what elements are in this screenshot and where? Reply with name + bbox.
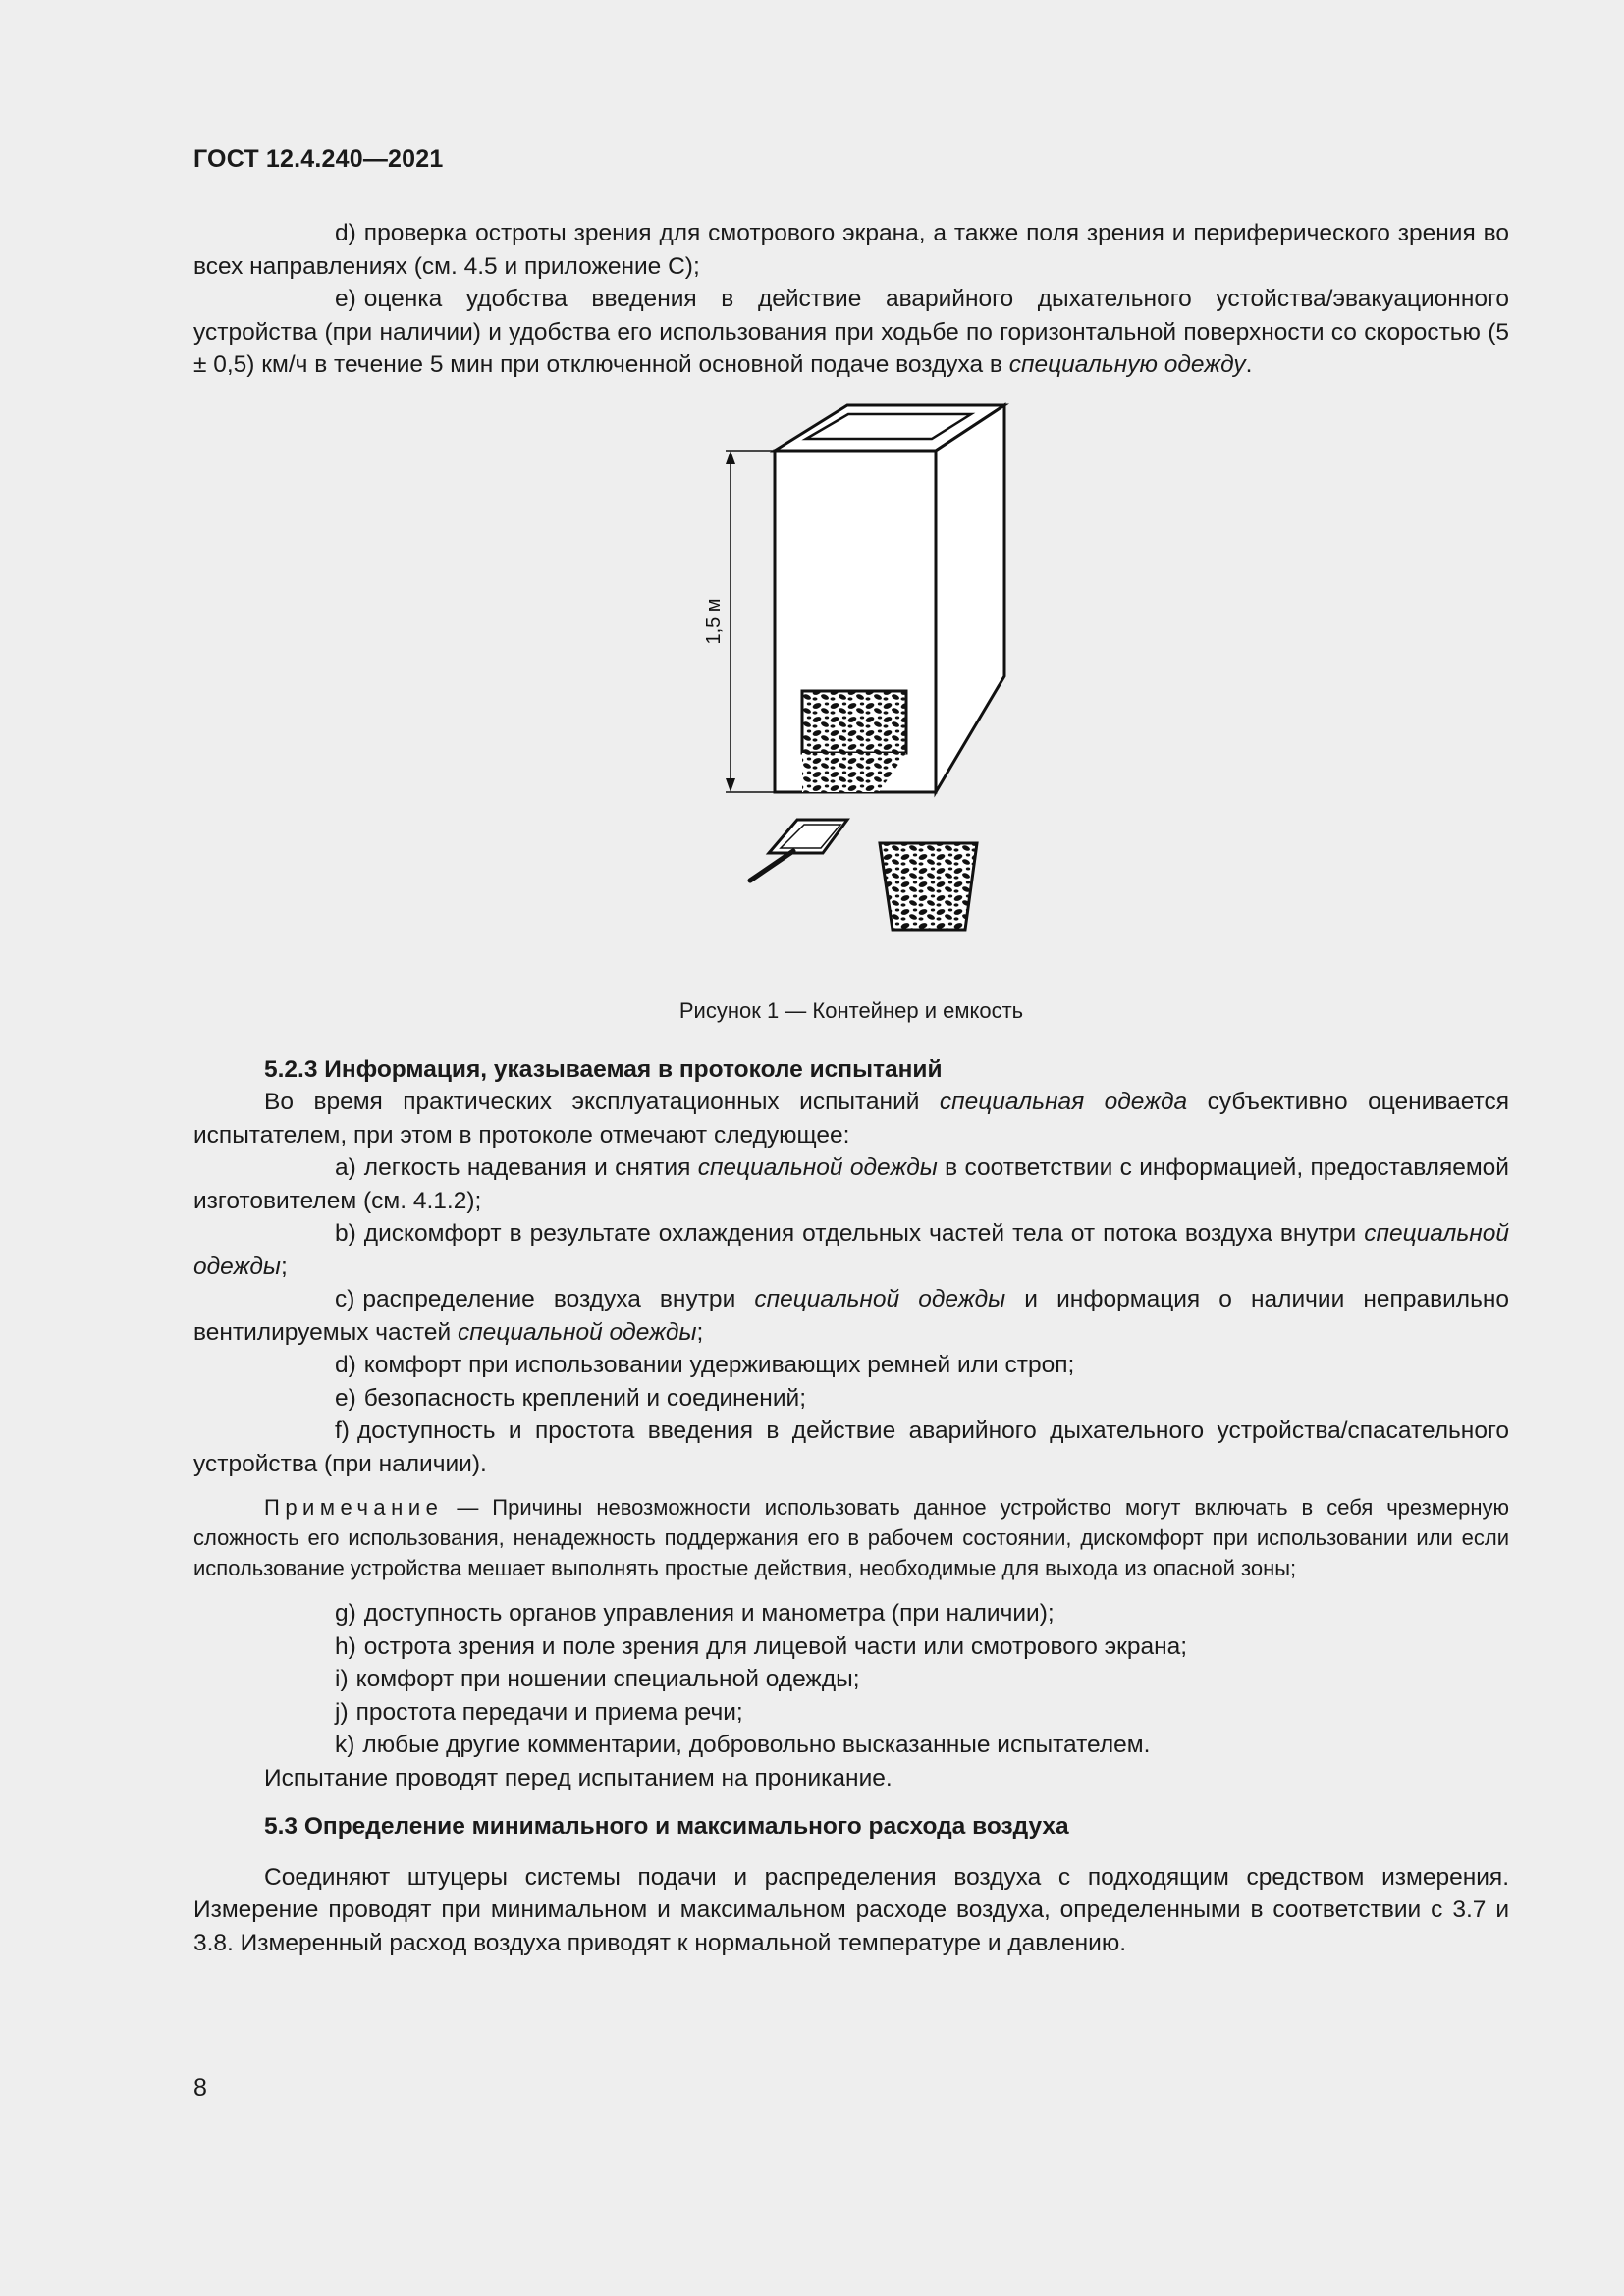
document-header: ГОСТ 12.4.240—2021 (193, 145, 444, 173)
item-label: d) (335, 1352, 356, 1378)
item-label: h) (335, 1632, 356, 1660)
page-number: 8 (193, 2074, 207, 2102)
item-label: d) (335, 220, 356, 246)
section-heading-5-3: 5.3 Определение минимального и максимального расхода воздуха (264, 1813, 1069, 1840)
section-heading-5-2-3: 5.2.3 Информация, указываемая в протоколе испытаний (264, 1055, 943, 1083)
item-label: а) (335, 1154, 356, 1181)
item-text: доступность органов управления и манометра (при наличии); (363, 1600, 1055, 1627)
list-item-g (193, 1597, 1509, 1630)
item-text: легкость надевания и снятия (363, 1154, 698, 1181)
list-item-k (193, 1729, 1509, 1762)
container-side (936, 405, 1004, 792)
item-text: проверка остроты зрения для смотрового экрана, а также поля зрения и периферического зрения во всех направлениях (см. 4.5 и приложение С); (193, 220, 1509, 280)
list-item-e (193, 1382, 1509, 1415)
list-item-f (193, 1415, 1509, 1480)
item-label: j) (335, 1698, 349, 1726)
arrowhead-top-icon (726, 451, 735, 464)
list-item-e-top (193, 283, 1509, 382)
page-content (193, 145, 1509, 1959)
item-label: е) (335, 1384, 356, 1412)
item-text: безопасность креплений и соединений; (363, 1384, 807, 1412)
item-term: специальной одежды (754, 1286, 1006, 1312)
note (193, 1492, 1509, 1583)
section-intro (193, 1086, 1509, 1151)
list-item-c (193, 1283, 1509, 1349)
scoop-handle (750, 851, 793, 881)
container-drawing (193, 400, 1509, 998)
item-text: любые другие комментарии, добровольно высказанные испытателем. (362, 1732, 1151, 1758)
item-text: оценка удобства введения в действие аварийного дыхательного устойства/эвакуационного устройства (при наличии) и удобства его использования при ходьбе по горизонтальной поверхности со скоростью (5 ± 0,5) км/ч в течение 5 мин при отключенной основной подаче воздуха в (193, 286, 1509, 378)
intro-term: специальная одежда (939, 1089, 1188, 1115)
list-item-a (193, 1151, 1509, 1217)
arrowhead-bottom-icon (726, 778, 735, 792)
list-item-d-top (193, 217, 1509, 283)
note-label: Примечание (264, 1495, 444, 1520)
dimension-label: 1,5 м (703, 597, 725, 645)
item-text-end: ; (280, 1253, 288, 1280)
item-label: f) (335, 1417, 350, 1444)
item-term: специальной одежды (697, 1154, 938, 1181)
list-item-h (193, 1630, 1509, 1664)
figure-container-and-vessel (193, 400, 1509, 998)
item-label: b) (335, 1220, 356, 1247)
container-hatch (802, 691, 906, 753)
item-text-end: ; (696, 1318, 704, 1346)
item-text: распределение воздуха внутри (362, 1286, 755, 1312)
intro-text: Во время практических эксплуатационных испытаний (264, 1089, 940, 1115)
note-text: — Причины невозможности использовать данное устройство могут включать в себя чрезмерную сложность его использования, ненадежность поддержания его в рабочем состоянии, дискомфорт при использовании или если использование устройства мешает выполнять простые действия, необходимые для выхода из опасной зоны; (193, 1495, 1509, 1580)
figure-caption: Рисунок 1 — Контейнер и емкость (678, 997, 1024, 1023)
item-label: е) (335, 286, 356, 312)
item-label: g) (335, 1600, 356, 1627)
bucket (880, 843, 977, 930)
list-item-j (193, 1696, 1509, 1730)
item-label: k) (335, 1732, 355, 1758)
item-text: острота зрения и поле зрения для лицевой части или смотрового экрана; (363, 1632, 1188, 1660)
intro-text-end: субъективно оценивается испытателем, при этом в протоколе отмечают следующее: (193, 1089, 1510, 1148)
item-term: специальную одежду (1008, 351, 1246, 378)
item-text-mid: и информация о наличии неправильно вентилируемых частей (193, 1286, 1509, 1346)
item-text-end: . (1245, 351, 1253, 378)
item-label: i) (335, 1666, 349, 1692)
item-text: комфорт при использовании удерживающих ремней или строп; (363, 1352, 1075, 1378)
item-term: специальной одежды (457, 1318, 697, 1346)
closing-sentence: Испытание проводят перед испытанием на проникание. (264, 1764, 893, 1791)
item-label: с) (335, 1286, 355, 1312)
list-item-i (193, 1663, 1509, 1696)
list-item-b (193, 1217, 1509, 1283)
item-text: комфорт при ношении специальной одежды; (355, 1666, 860, 1692)
item-text-end: в соответствии с информацией, предоставляемой изготовителем (см. 4.1.2); (193, 1154, 1509, 1214)
section-5-3-text: Соединяют штуцеры системы подачи и распределения воздуха с подходящим средством измерения. Измерение проводят при минимальном и максимальном расходе воздуха, определенными в соответствии с 3.7 и 3.8. Измеренный расход воздуха приводят к нормальной температуре и давлению. (193, 1863, 1509, 1956)
list-item-d (193, 1349, 1509, 1382)
item-term: специальной одежды (193, 1220, 1509, 1280)
item-text: доступность и простота введения в действие аварийного дыхательного устройства/спасательного устройства (при наличии). (193, 1417, 1509, 1477)
item-text: простота передачи и приема речи; (355, 1698, 743, 1726)
item-text: дискомфорт в результате охлаждения отдельных частей тела от потока воздуха внутри (363, 1220, 1365, 1247)
